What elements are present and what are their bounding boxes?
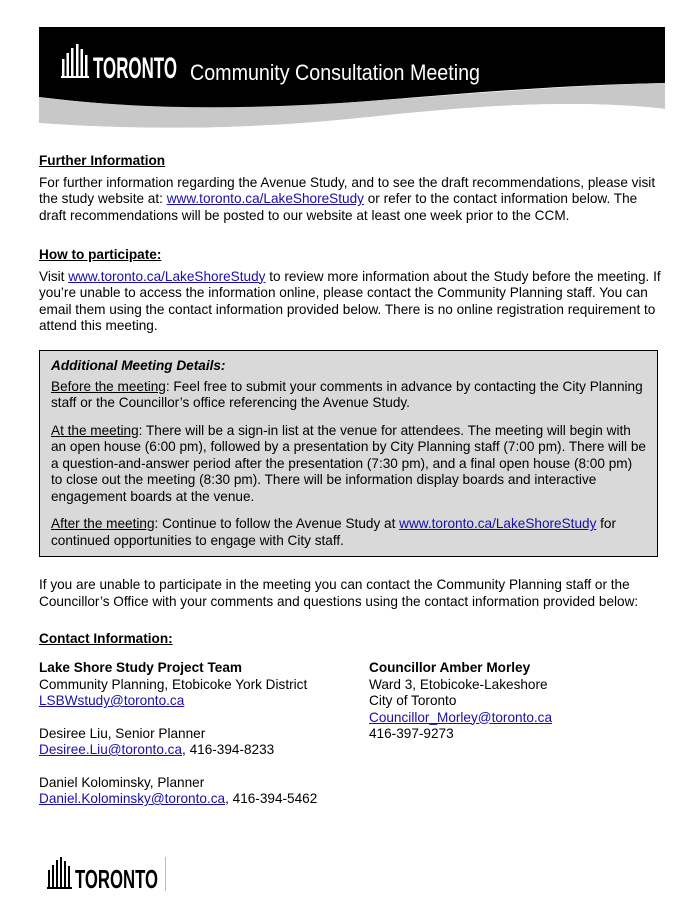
- further-information-text: For further information regarding the Avenue Study, and to see the draft recommendations, please visit the study website at: www.toronto.ca/LakeShoreStudy or refer to the contact information below. The draft recommendations will be posted to our website at least one week prior to the CCM.: [39, 174, 656, 223]
- desiree-liu-contact: [39, 726, 349, 759]
- how-to-participate-section: [39, 247, 664, 335]
- desiree-liu-phone: , 416-394-8233: [182, 742, 275, 757]
- daniel-kolominsky-phone: , 416-394-5462: [225, 791, 318, 806]
- study-website-link[interactable]: www.toronto.ca/LakeShoreStudy: [166, 191, 364, 206]
- header-banner: [39, 27, 665, 132]
- before-meeting-paragraph: Before the meeting: Feel free to submit your comments in advance by contacting the City Planning staff or the Councillor’s office referencing the Avenue Study.: [51, 378, 643, 410]
- contact-section: [39, 631, 664, 653]
- project-team-email-link[interactable]: LSBWstudy@toronto.ca: [39, 693, 185, 708]
- daniel-kolominsky-name: Daniel Kolominsky, Planner: [39, 774, 205, 790]
- footer-divider: [165, 857, 166, 891]
- contact-left-column: [39, 660, 349, 824]
- contact-heading: Contact Information:: [39, 631, 173, 646]
- councillor-name: Councillor Amber Morley: [369, 660, 531, 675]
- councillor-city: City of Toronto: [369, 693, 457, 708]
- footer-logo-graphic: [45, 855, 170, 895]
- councillor-phone: 416-397-9273: [369, 726, 454, 741]
- after-meeting-paragraph: After the meeting: Continue to follow the Avenue Study at www.toronto.ca/LakeShoreStudy for continued opportunities to engage with City staff.: [51, 516, 617, 548]
- unable-to-participate-text: If you are unable to participate in the meeting you can contact the Community Planning staff or the Councillor’s Office with your comments and questions using the contact information provided below:: [39, 577, 639, 609]
- councillor-ward: Ward 3, Etobicoke-Lakeshore: [369, 676, 548, 692]
- footer-city-hall-icon: [47, 857, 72, 889]
- how-to-participate-heading: How to participate:: [39, 247, 162, 262]
- header-title: Community Consultation Meeting: [190, 60, 480, 85]
- further-information-heading: Further Information: [39, 153, 166, 168]
- contact-right-column: [369, 660, 679, 743]
- banner-graphic: [39, 27, 665, 132]
- further-information-section: [39, 153, 664, 224]
- after-meeting-link[interactable]: www.toronto.ca/LakeShoreStudy: [399, 516, 597, 531]
- daniel-kolominsky-contact: [39, 775, 349, 808]
- project-team-name: Lake Shore Study Project Team: [39, 660, 242, 675]
- how-to-participate-text: Visit www.toronto.ca/LakeShoreStudy to review more information about the Study before the meeting. If you’re unable to access the information online, please contact the Community Planning staff. You can email them using the contact information provided below. There is no online registration requirement to attend this meeting.: [39, 268, 661, 333]
- header-logo-text: TORONTO: [93, 52, 177, 85]
- project-team-contact: [39, 660, 349, 710]
- councillor-email-link[interactable]: Councillor_Morley@toronto.ca: [369, 709, 553, 725]
- desiree-liu-email-link[interactable]: Desiree.Liu@toronto.ca: [39, 742, 183, 757]
- project-team-dept: Community Planning, Etobicoke York District: [39, 676, 308, 692]
- at-meeting-paragraph: At the meeting: There will be a sign-in list at the venue for attendees. The meeting will begin with an open house (6:00 pm), followed by a presentation by City Planning staff (7:00 pm). There will be a question-and-answer period after the presentation (7:30 pm), and a final open house (8:00 pm) to close out the meeting (8:30 pm). There will be information display boards and interactive engagement boards at the venue.: [51, 422, 646, 504]
- participate-website-link[interactable]: www.toronto.ca/LakeShoreStudy: [68, 268, 266, 284]
- desiree-liu-name: Desiree Liu, Senior Planner: [39, 725, 206, 741]
- footer-logo: [45, 855, 170, 900]
- meeting-details-box: [39, 350, 658, 557]
- footer-logo-text: TORONTO: [75, 864, 158, 894]
- meeting-details-title: Additional Meeting Details:: [51, 358, 226, 373]
- daniel-kolominsky-email-link[interactable]: Daniel.Kolominsky@toronto.ca: [39, 791, 226, 806]
